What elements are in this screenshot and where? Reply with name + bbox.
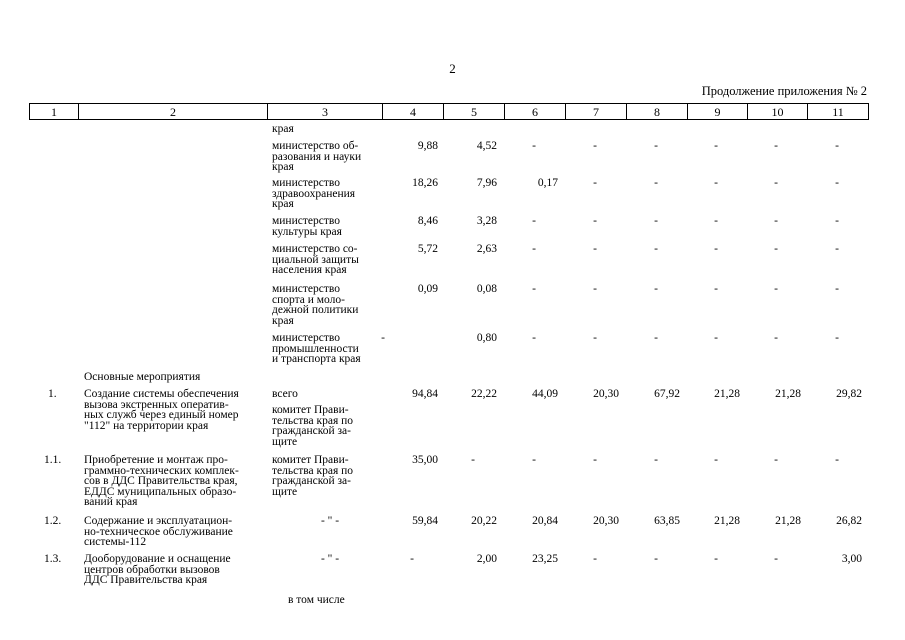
value-cell: 9,88 [417,140,438,152]
value-cell: 20,30 [593,388,619,400]
value-cell: - [654,243,658,255]
value-cell: - [654,215,658,227]
value-cell: 5,72 [417,243,438,255]
value-cell: - [410,553,414,565]
value-cell: - [835,140,839,152]
value-cell: 8,46 [417,215,438,227]
value-cell: 0,17 [537,177,558,189]
value-cell: - [714,177,718,189]
org-cell: министерство промышленности и транспорта края [272,332,361,365]
value-cell: 3,28 [476,215,497,227]
value-cell: 29,82 [836,388,862,400]
value-cell: - [593,553,597,565]
section-title: Основные мероприятия [84,371,201,383]
value-cell: - [532,243,536,255]
org-cell: края [272,123,294,135]
value-cell: - [714,140,718,152]
col-header-6: 6 [505,104,566,120]
value-cell: - [835,283,839,295]
value-cell: 7,96 [476,177,497,189]
column-number-header [29,103,869,120]
value-cell: - [714,283,718,295]
footer-text: в том числе [288,594,345,606]
value-cell: - [714,553,718,565]
value-cell: - [714,332,718,344]
value-cell: 67,92 [654,388,680,400]
item-number: 1.2. [44,515,62,527]
executor-cell: - " - [320,515,340,527]
value-cell: - [532,140,536,152]
item-number: 1. [48,388,57,400]
executor-cell: комитет Прави- тельства края по гражданской за- щите [272,404,354,448]
value-cell: - [714,243,718,255]
col-header-9: 9 [688,104,748,120]
value-cell: - [532,215,536,227]
executor-cell: комитет Прави- тельства края по гражданской за- щите [272,454,354,498]
value-cell: - [835,177,839,189]
value-cell: - [654,332,658,344]
value-cell: 21,28 [775,515,801,527]
org-cell: министерство здравоохранения края [272,177,356,210]
value-cell: 22,22 [471,388,497,400]
value-cell: - [532,283,536,295]
value-cell: - [593,215,597,227]
value-cell: - [532,332,536,344]
value-cell: 3,00 [841,553,862,565]
item-number: 1.1. [44,454,62,466]
value-cell: - [774,215,778,227]
value-cell: - [654,283,658,295]
value-cell: 2,63 [476,243,497,255]
value-cell: 2,00 [476,553,497,565]
value-cell: 18,26 [412,177,438,189]
value-cell: - [654,177,658,189]
col-header-1: 1 [30,104,79,120]
item-name: Создание системы обеспечения вызова экстренных оператив- ных служб через единый номер "112" на территории края [84,388,239,432]
value-cell: 63,85 [654,515,680,527]
value-cell: - [774,553,778,565]
value-cell: - [774,332,778,344]
value-cell: - [471,454,475,466]
value-cell: - [714,215,718,227]
value-cell: 0,09 [417,283,438,295]
value-cell: 0,80 [476,332,497,344]
item-name: Содержание и эксплуатацион- но-техническое обслуживание системы-112 [84,515,233,548]
executor-cell: всего [272,388,298,400]
col-header-5: 5 [444,104,505,120]
value-cell: 44,09 [532,388,558,400]
value-cell: 4,52 [476,140,497,152]
value-cell: - [774,177,778,189]
value-cell: - [774,283,778,295]
value-cell: - [835,215,839,227]
value-cell: - [593,332,597,344]
value-cell: - [593,177,597,189]
col-header-7: 7 [566,104,627,120]
value-cell: - [593,243,597,255]
org-cell: министерство спорта и моло- дежной политики края [272,283,359,327]
value-cell: - [654,454,658,466]
value-cell: 20,84 [532,515,558,527]
value-cell: 0,08 [476,283,497,295]
col-header-10: 10 [748,104,808,120]
value-cell: - [714,454,718,466]
value-cell: - [593,140,597,152]
value-cell: 23,25 [532,553,558,565]
value-cell: - [835,243,839,255]
value-cell: - [593,454,597,466]
org-cell: министерство культуры края [272,215,342,238]
value-cell: - [774,243,778,255]
value-cell: - [654,140,658,152]
value-cell: 35,00 [412,454,438,466]
value-cell: - [835,332,839,344]
continuation-label: Продолжение приложения № 2 [701,84,867,98]
value-cell: 26,82 [836,515,862,527]
item-name: Приобретение и монтаж про- граммно-технических комплек- сов в ДДС Правительства края, ЕДДС муниципальных образо- ваний края [84,454,239,508]
item-name: Дооборудование и оснащение центров обработки вызовов ДДС Правительства края [84,553,231,586]
col-header-2: 2 [79,104,268,120]
executor-cell: - " - [320,553,340,565]
value-cell: 94,84 [412,388,438,400]
value-cell: - [532,454,536,466]
value-cell: 20,22 [471,515,497,527]
value-cell: - [381,332,385,344]
col-header-8: 8 [627,104,688,120]
value-cell: - [654,553,658,565]
page-number: 2 [449,61,456,76]
col-header-4: 4 [383,104,444,120]
value-cell: - [774,140,778,152]
org-cell: министерство со- циальной защиты населения края [272,243,359,276]
value-cell: 20,30 [593,515,619,527]
value-cell: 21,28 [714,515,740,527]
value-cell: 59,84 [412,515,438,527]
value-cell: - [835,454,839,466]
value-cell: 21,28 [775,388,801,400]
value-cell: 21,28 [714,388,740,400]
col-header-11: 11 [808,104,869,120]
item-number: 1.3. [44,553,62,565]
col-header-3: 3 [268,104,383,120]
value-cell: - [774,454,778,466]
value-cell: - [593,283,597,295]
org-cell: министерство об- разования и науки края [272,140,362,173]
